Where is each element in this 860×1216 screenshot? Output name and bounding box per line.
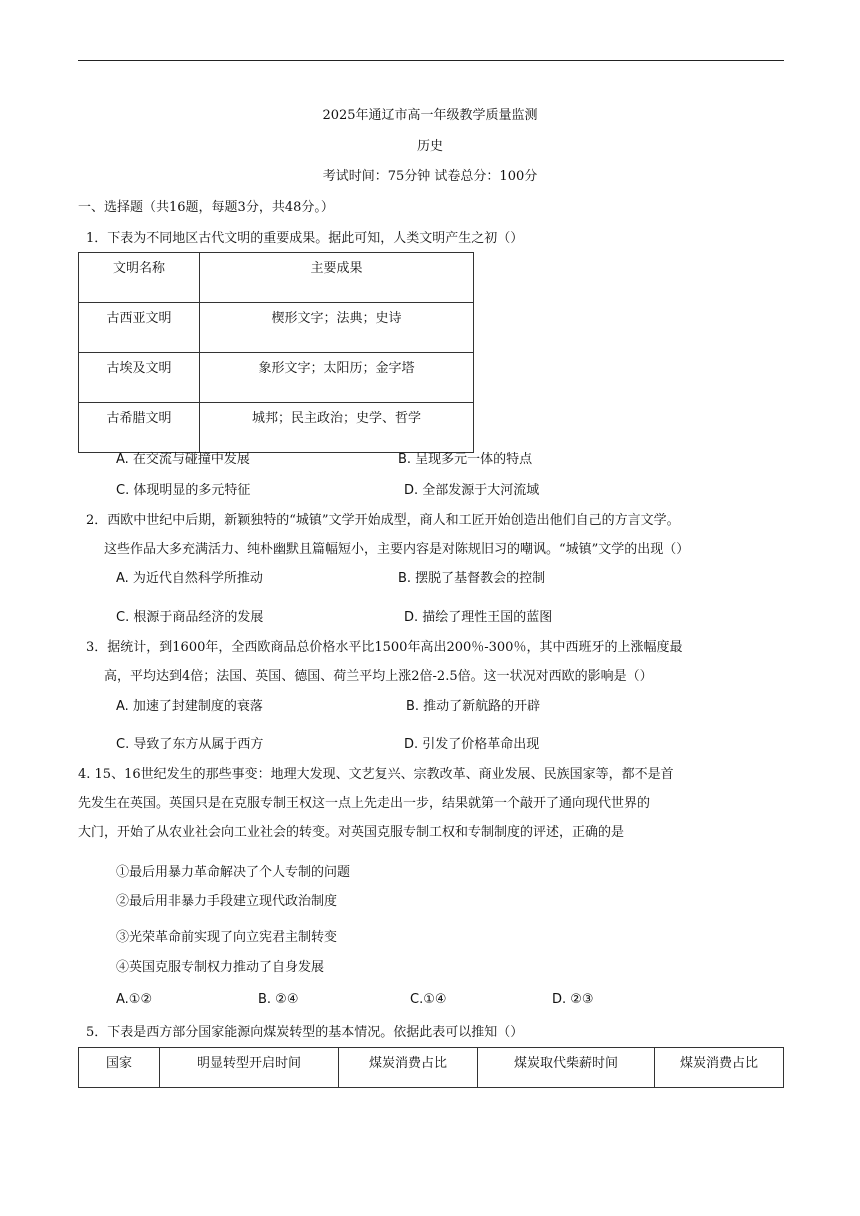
exam-title: 2025年通辽市高一年级教学质量监测: [322, 108, 538, 123]
q3-option-a[interactable]: A. 加速了封建制度的衰落: [116, 699, 263, 714]
table-cell: 城邦；民主政治；史学、哲学: [200, 403, 474, 453]
q1-option-d[interactable]: D. 全部发源于大河流域: [404, 483, 540, 498]
q3-stem-line2: 高，平均达到4倍；法国、英国、德国、荷兰平均上涨2倍-2.5倍。这一状况对西欧的影响是（）: [104, 669, 653, 684]
table-row: [79, 403, 474, 453]
table-row: [79, 303, 474, 353]
q5-table: [78, 1047, 784, 1088]
q3-option-c[interactable]: C. 导致了东方从属于西方: [116, 737, 264, 752]
table-header-cell: 文明名称: [79, 253, 200, 303]
q3-option-b[interactable]: B. 推动了新航路的开辟: [406, 699, 541, 714]
q2-option-a[interactable]: A. 为近代自然科学所推动: [116, 571, 263, 586]
q1-table: [78, 252, 474, 453]
q4-option-b[interactable]: B. ②④: [258, 992, 299, 1007]
q2-option-d[interactable]: D. 描绘了理性王国的蓝图: [404, 610, 553, 625]
exam-subject: 历史: [416, 139, 443, 154]
table-cell: 古西亚文明: [79, 303, 200, 353]
q4-statement-3: ③光荣革命前实现了向立宪君主制转变: [116, 930, 338, 945]
table-cell: 楔形文字；法典；史诗: [200, 303, 474, 353]
q1-stem: 1．下表为不同地区古代文明的重要成果。据此可知，人类文明产生之初（）: [86, 231, 524, 246]
q2-option-b[interactable]: B. 摆脱了基督教会的控制: [398, 571, 546, 586]
header-rule: [78, 60, 784, 61]
exam-info: 考试时间：75分钟 试卷总分：100分: [322, 169, 538, 184]
table-cell: 古埃及文明: [79, 353, 200, 403]
q2-stem-line1: 2．西欧中世纪中后期，新颖独特的“城镇”文学开始成型，商人和工匠开始创造出他们自己的方言文学。: [86, 513, 680, 528]
table-header-cell: 煤炭消费占比: [655, 1048, 784, 1088]
table-header-cell: 明显转型开启时间: [160, 1048, 339, 1088]
table-cell: 象形文字；太阳历；金字塔: [200, 353, 474, 403]
q1-option-b[interactable]: B. 呈现多元一体的特点: [398, 452, 533, 467]
table-header-cell: 主要成果: [200, 253, 474, 303]
table-header-cell: 国家: [79, 1048, 160, 1088]
table-header-cell: 煤炭取代柴薪时间: [478, 1048, 655, 1088]
table-header-row: [79, 1048, 784, 1088]
q4-option-c[interactable]: C.①④: [410, 992, 447, 1007]
q4-option-a[interactable]: A.①②: [116, 992, 153, 1007]
table-cell: 古希腊文明: [79, 403, 200, 453]
q4-stem-line2: 先发生在英国。英国只是在克服专制王权这一点上先走出一步，结果就第一个敲开了通向现代世界的: [78, 796, 651, 811]
table-header-cell: 煤炭消费占比: [339, 1048, 478, 1088]
q4-statement-4: ④英国克服专制权力推动了自身发展: [116, 960, 325, 975]
q1-option-a[interactable]: A. 在交流与碰撞中发展: [116, 452, 250, 467]
table-header-row: [79, 253, 474, 303]
q5-stem: 5．下表是西方部分国家能源向煤炭转型的基本情况。依据此表可以推知（）: [86, 1025, 524, 1040]
q1-option-c[interactable]: C. 体现明显的多元特征: [116, 483, 251, 498]
q4-statement-1: ①最后用暴力革命解决了个人专制的问题: [116, 865, 351, 880]
q4-stem-line1: 4. 15、16世纪发生的那些事变：地理大发现、文艺复兴、宗教改革、商业发展、民族国家等，都不是首: [78, 767, 674, 782]
q3-option-d[interactable]: D. 引发了价格革命出现: [404, 737, 540, 752]
section-heading: 一、选择题（共16题，每题3分，共48分。）: [78, 200, 334, 215]
q4-statement-2: ②最后用非暴力手段建立现代政治制度: [116, 894, 338, 909]
q3-stem-line1: 3．据统计，到1600年，全西欧商品总价格水平比1500年高出200％-300％，其中西班牙的上涨幅度最: [86, 640, 683, 655]
table-row: [79, 353, 474, 403]
q4-option-d[interactable]: D. ②③: [552, 992, 594, 1007]
q2-stem-line2: 这些作品大多充满活力、纯朴幽默且篇幅短小，主要内容是对陈规旧习的嘲讽。“城镇”文学的出现（）: [104, 542, 690, 557]
q4-stem-line3: 大门，开始了从农业社会向工业社会的转变。对英国克服专制工权和专制制度的评述，正确的是: [78, 825, 625, 840]
q2-option-c[interactable]: C. 根源于商品经济的发展: [116, 610, 264, 625]
